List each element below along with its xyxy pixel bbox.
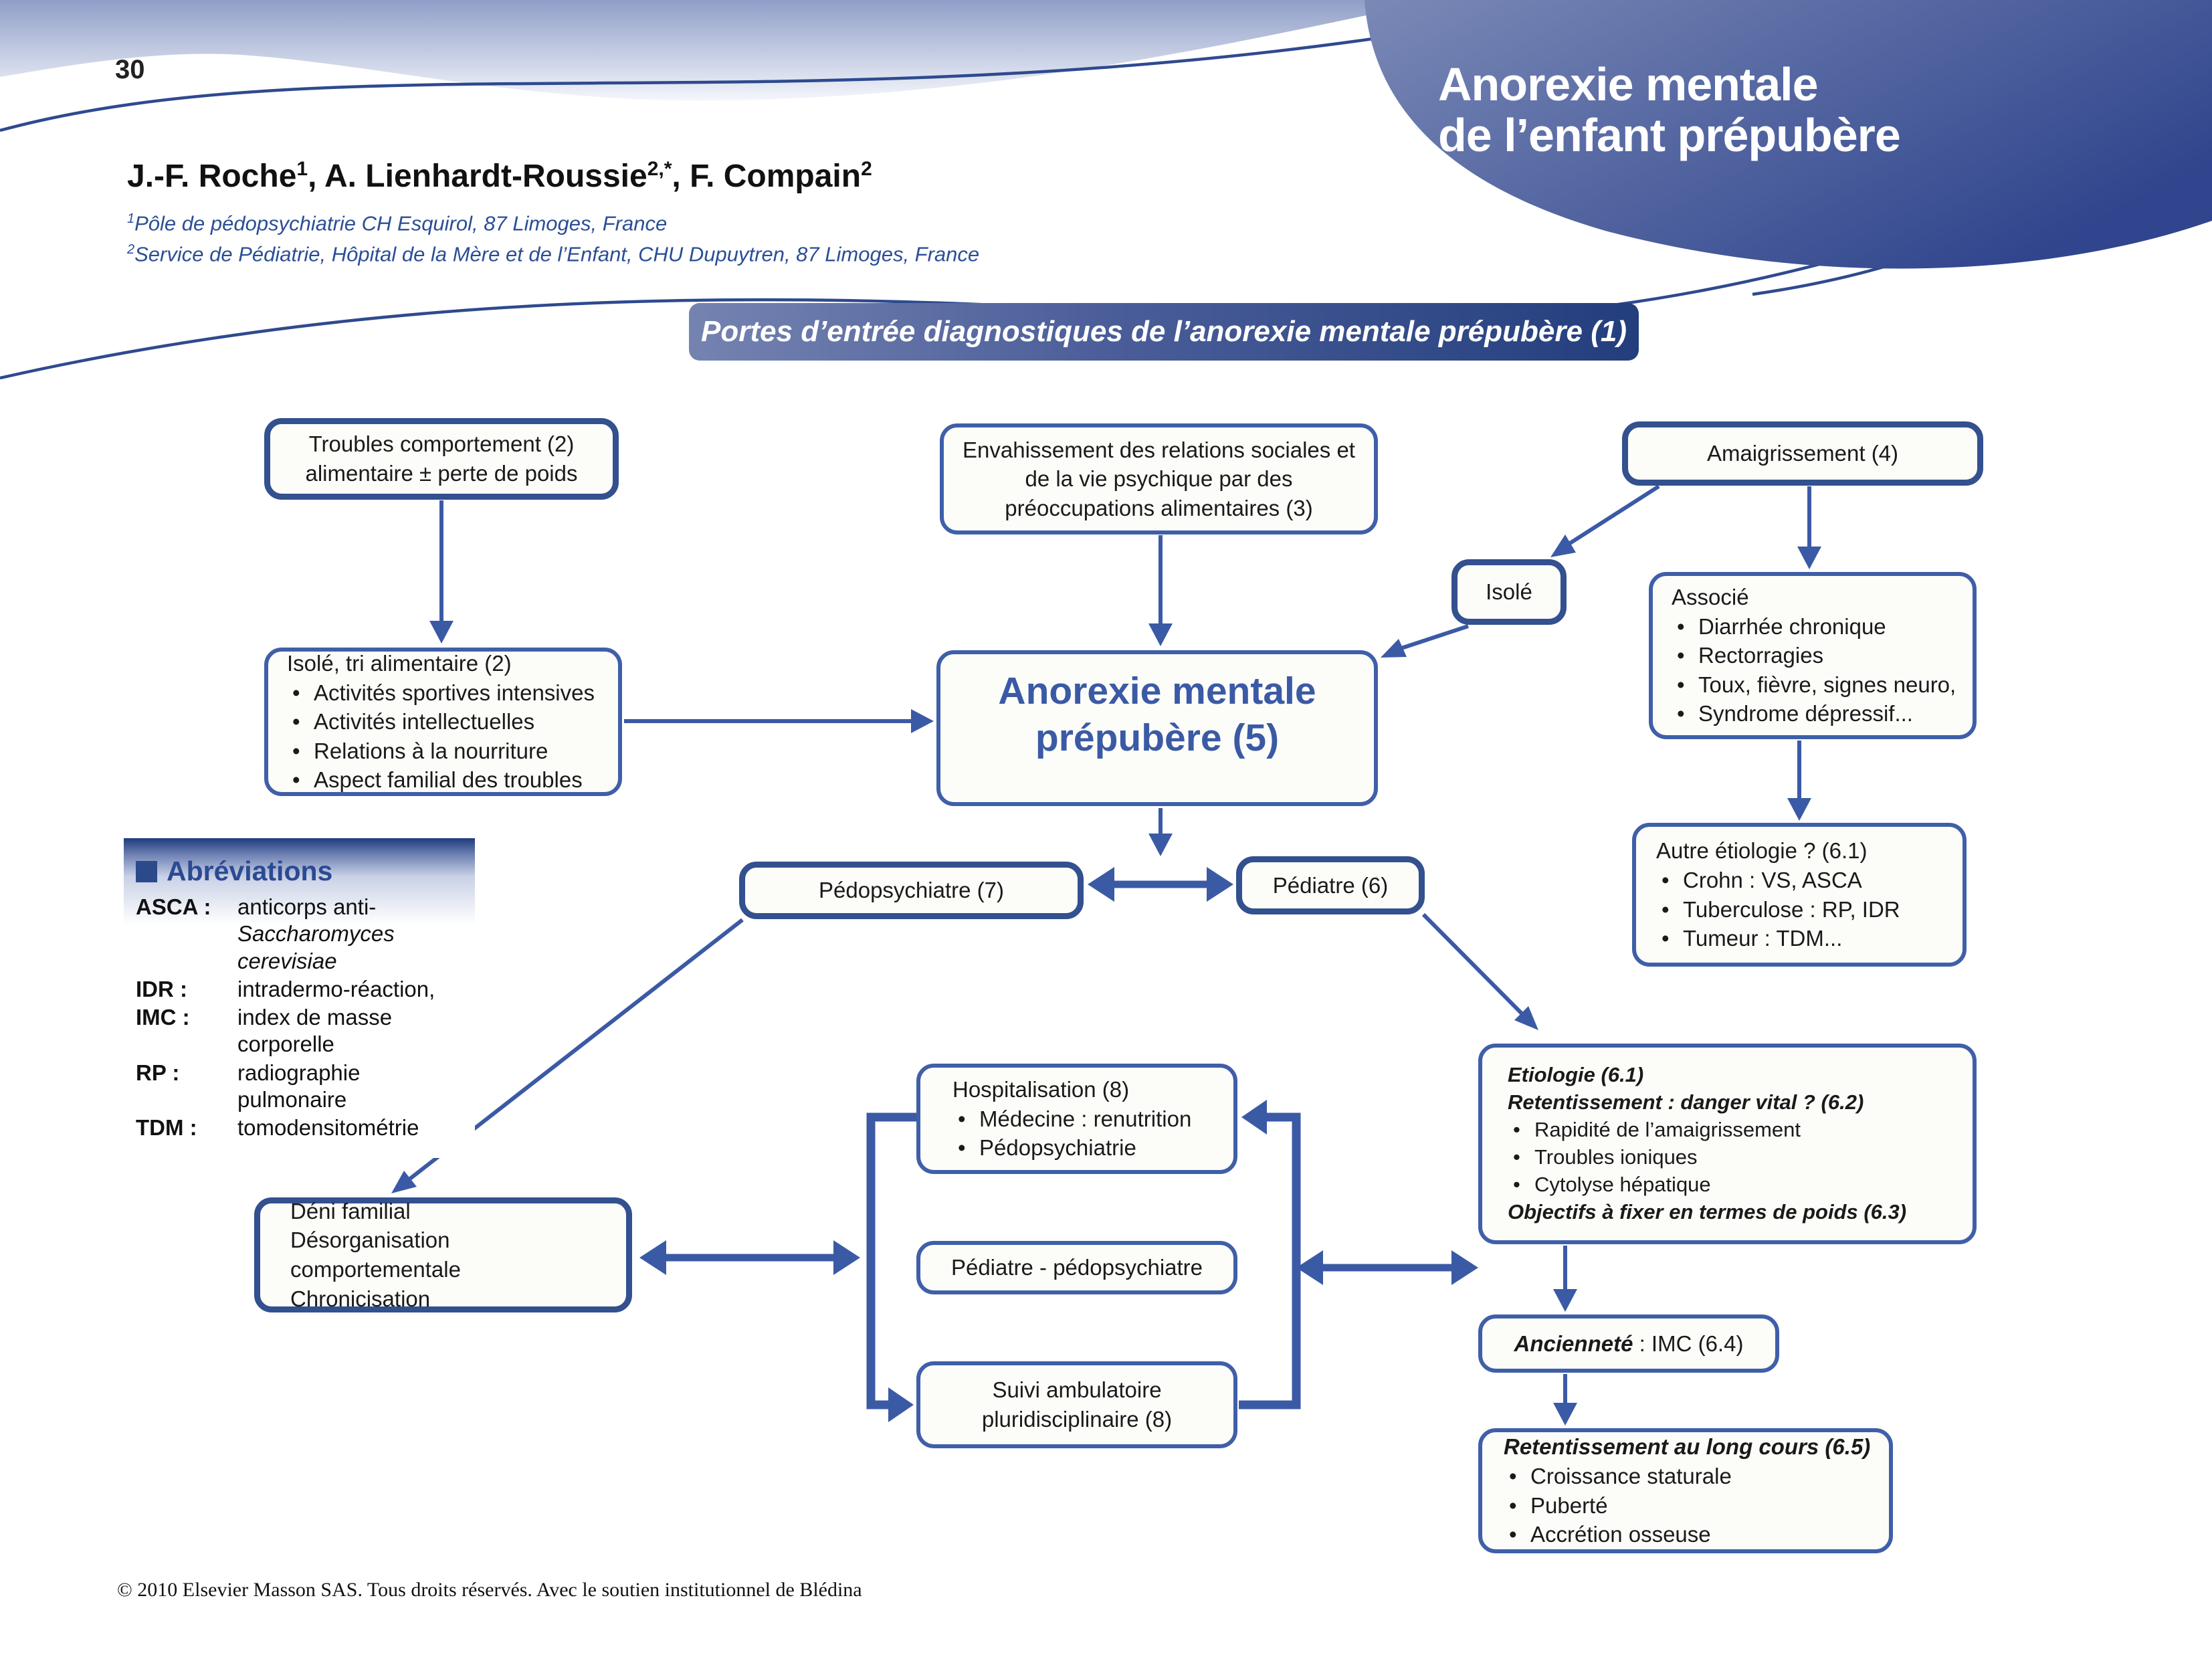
bullet-item: • Aspect familial des troubles bbox=[287, 765, 618, 795]
bullet-item: • Accrétion osseuse bbox=[1504, 1520, 1889, 1549]
abbreviation-def bbox=[237, 894, 466, 975]
bullet-item: • Tuberculose : RP, IDR bbox=[1656, 895, 1963, 924]
arrow-isole-to-central bbox=[1381, 626, 1468, 658]
abbreviation-entry bbox=[136, 976, 466, 1003]
arrow-bracket-etiologie-double bbox=[1296, 1250, 1478, 1285]
affiliation-2-sup: 2 bbox=[127, 242, 135, 257]
box-amaigrissement-associe bbox=[1649, 572, 1977, 739]
box-text bbox=[1514, 1329, 1744, 1359]
section-banner-label: Portes d’entrée diagnostiques de l’anorexie mentale prépubère (1) bbox=[701, 315, 1627, 348]
affiliation-1-sup: 1 bbox=[127, 211, 135, 226]
abbreviations-header bbox=[136, 856, 466, 887]
box-pediatre bbox=[1236, 856, 1425, 914]
abbreviations-panel bbox=[124, 838, 475, 1158]
abbreviation-def-italic: Saccharomyces cerevisiae bbox=[237, 921, 395, 973]
box-amaigrissement bbox=[1622, 421, 1983, 486]
box-isole bbox=[1451, 559, 1567, 625]
abbreviation-term: IMC : bbox=[136, 1005, 190, 1030]
box-text: Isolé bbox=[1486, 579, 1532, 605]
bullet-item: • Cytolyse hépatique bbox=[1508, 1171, 1973, 1199]
box-etiologie-retentissement bbox=[1478, 1044, 1977, 1244]
arrow-etiologie-to-anciennete bbox=[1553, 1246, 1577, 1312]
abbreviation-entry bbox=[136, 894, 466, 975]
abbreviation-term: ASCA : bbox=[136, 894, 211, 919]
box-suivi-ambulatoire bbox=[916, 1361, 1237, 1448]
author-1-sup: 1 bbox=[296, 158, 308, 180]
abbreviation-entry bbox=[136, 1060, 466, 1114]
bullet-item: • Activités sportives intensives bbox=[287, 678, 618, 708]
box-text-emphasis: Ancienneté bbox=[1514, 1331, 1633, 1356]
box-anorexie-mentale-prepubere bbox=[936, 650, 1378, 806]
abbreviation-def bbox=[237, 976, 466, 1003]
author-3-sup: 2 bbox=[861, 158, 872, 180]
box-text: Pédiatre (6) bbox=[1272, 872, 1389, 898]
box-line: Suivi ambulatoire bbox=[992, 1377, 1162, 1403]
box-troubles-comportement bbox=[264, 418, 619, 500]
arrow-troubles-to-isoletri bbox=[429, 500, 454, 644]
box-footer: Objectifs à fixer en termes de poids (6.3) bbox=[1508, 1199, 1907, 1224]
abbreviation-entry bbox=[136, 1004, 466, 1058]
box-text: Amaigrissement (4) bbox=[1706, 441, 1899, 466]
bracket-left bbox=[871, 1117, 918, 1422]
abbreviation-def-text: index de masse corporelle bbox=[237, 1005, 393, 1057]
box-hospitalisation bbox=[916, 1064, 1237, 1174]
bullet-item: • Tumeur : TDM... bbox=[1656, 924, 1963, 953]
box-heading: Retentissement : danger vital ? (6.2) bbox=[1508, 1090, 1864, 1114]
box-heading: Isolé, tri alimentaire (2) bbox=[287, 651, 512, 676]
abbreviation-term: RP : bbox=[136, 1060, 180, 1085]
copyright-notice: © 2010 Elsevier Masson SAS. Tous droits réservés. Avec le soutien institutionnel de Blédina bbox=[117, 1579, 862, 1601]
arrow-pedopsychiatre-pediatre-double bbox=[1088, 867, 1233, 902]
arrow-isoletri-to-central bbox=[624, 709, 934, 733]
box-deni-familial bbox=[254, 1197, 632, 1312]
abbreviation-entry bbox=[136, 1114, 466, 1141]
box-line: Anorexie mentale bbox=[998, 669, 1316, 712]
arrow-amaigrissement-to-associe bbox=[1797, 486, 1821, 569]
arrow-associe-to-autre-etiologie bbox=[1787, 741, 1811, 821]
affiliation-1-text: Pôle de pédopsychiatrie CH Esquirol, 87 Limoges, France bbox=[134, 211, 668, 235]
box-autre-etiologie bbox=[1632, 823, 1967, 967]
author-3: , F. Compain bbox=[672, 159, 862, 194]
arrow-amaigrissement-to-isole bbox=[1550, 486, 1659, 557]
page-title-line1: Anorexie mentale bbox=[1438, 58, 1818, 110]
box-heading: Hospitalisation (8) bbox=[952, 1077, 1130, 1102]
affiliation-1 bbox=[127, 211, 667, 235]
abbreviation-def bbox=[237, 1060, 466, 1114]
box-heading: Etiologie (6.1) bbox=[1508, 1063, 1644, 1087]
bullet-item: • Activités intellectuelles bbox=[287, 707, 618, 737]
author-2: , A. Lienhardt-Roussie bbox=[308, 159, 647, 194]
abbreviation-term: IDR : bbox=[136, 976, 187, 1001]
page-title bbox=[1438, 59, 1900, 161]
bullet-item: • Relations à la nourriture bbox=[287, 737, 618, 766]
abbreviation-def-text: anticorps anti- bbox=[237, 894, 377, 919]
bracket-right bbox=[1239, 1100, 1296, 1405]
box-heading: Associé bbox=[1672, 585, 1749, 610]
page-title-line2: de l’enfant prépubère bbox=[1438, 109, 1900, 161]
box-line: Désorganisation comportementale bbox=[290, 1228, 461, 1282]
box-text: Envahissement des relations sociales et de la vie psychique par des préoccupations alimentaires (3) bbox=[963, 437, 1355, 520]
bullet-item: • Troubles ioniques bbox=[1508, 1144, 1973, 1171]
authors-line bbox=[127, 158, 872, 195]
box-isole-tri-alimentaire bbox=[264, 648, 622, 796]
author-1: J.-F. Roche bbox=[127, 159, 297, 194]
box-line: alimentaire ± perte de poids bbox=[305, 461, 578, 486]
author-2-sup: 2,* bbox=[647, 158, 672, 180]
abbreviation-def-text: radiographie pulmonaire bbox=[237, 1060, 361, 1112]
bullet-item: • Médecine : renutrition bbox=[952, 1104, 1233, 1134]
bullet-item: • Puberté bbox=[1504, 1491, 1889, 1521]
page-number: 30 bbox=[115, 55, 145, 84]
box-retentissement-long-cours bbox=[1478, 1428, 1893, 1553]
bullet-item: • Croissance staturale bbox=[1504, 1462, 1889, 1491]
box-text: Pédiatre - pédopsychiatre bbox=[950, 1255, 1203, 1280]
box-anciennete-imc bbox=[1478, 1314, 1779, 1373]
bullet-item: • Syndrome dépressif... bbox=[1672, 699, 1973, 728]
box-pedopsychiatre bbox=[739, 862, 1084, 919]
bullet-item: • Rapidité de l’amaigrissement bbox=[1508, 1116, 1973, 1144]
box-envahissement bbox=[940, 423, 1378, 534]
abbreviation-def-text: intradermo-réaction, bbox=[237, 976, 435, 1001]
arrow-envahissement-to-central bbox=[1148, 535, 1173, 646]
bullet-item: • Crohn : VS, ASCA bbox=[1656, 866, 1963, 895]
affiliation-2-text: Service de Pédiatrie, Hôpital de la Mère et de l’Enfant, CHU Dupuytren, 87 Limoges, France bbox=[134, 242, 980, 266]
box-line: prépubère (5) bbox=[1035, 716, 1280, 759]
box-line: Chronicisation bbox=[290, 1286, 431, 1311]
arrow-anciennete-to-retentissement bbox=[1553, 1374, 1577, 1426]
box-heading: Autre étiologie ? (6.1) bbox=[1656, 838, 1868, 864]
box-heading: Retentissement au long cours (6.5) bbox=[1504, 1434, 1871, 1460]
box-text-rest: : IMC (6.4) bbox=[1633, 1331, 1744, 1356]
section-banner bbox=[689, 303, 1639, 361]
bullet-item: • Pédopsychiatrie bbox=[952, 1133, 1233, 1163]
box-pediatre-pedopsychiatre bbox=[916, 1241, 1237, 1294]
square-bullet-icon bbox=[136, 861, 157, 882]
arrow-pediatre-to-etiologie bbox=[1423, 914, 1538, 1030]
arrow-deni-bracket-double bbox=[639, 1240, 860, 1275]
bullet-item: • Toux, fièvre, signes neuro, bbox=[1672, 670, 1973, 700]
affiliation-2 bbox=[127, 242, 979, 266]
bullet-item: • Diarrhée chronique bbox=[1672, 612, 1973, 642]
box-line: Déni familial bbox=[290, 1198, 411, 1224]
abbreviation-term: TDM : bbox=[136, 1115, 197, 1140]
abbreviation-def bbox=[237, 1004, 466, 1058]
box-line: pluridisciplinaire (8) bbox=[981, 1407, 1173, 1432]
abbreviation-def-text: tomodensitométrie bbox=[237, 1115, 419, 1140]
arrow-central-down bbox=[1148, 808, 1173, 856]
box-line: Troubles comportement (2) bbox=[308, 431, 575, 457]
abbreviation-def bbox=[237, 1114, 466, 1141]
bullet-item: • Rectorragies bbox=[1672, 641, 1973, 670]
abbreviations-title: Abréviations bbox=[167, 856, 333, 886]
box-text: Pédopsychiatre (7) bbox=[819, 878, 1004, 903]
